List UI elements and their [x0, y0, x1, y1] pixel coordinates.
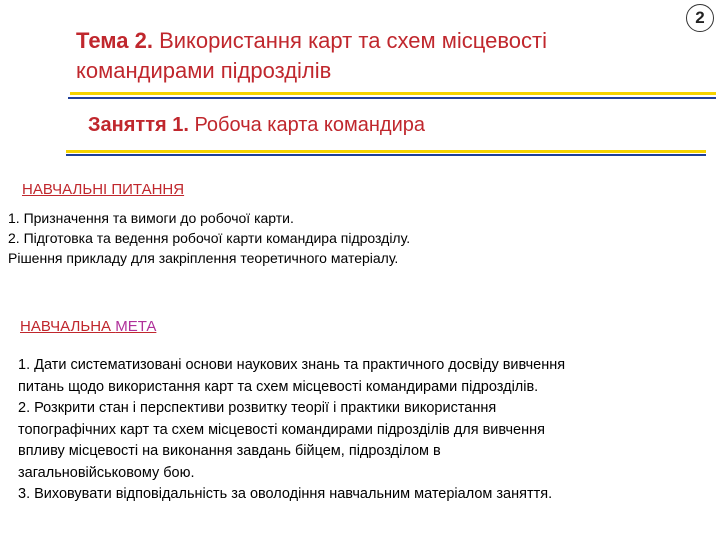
questions-heading: НАВЧАЛЬНІ ПИТАННЯ [22, 181, 185, 198]
goal-heading-part2: МЕТА [115, 318, 157, 335]
title-text: Використання карт та схем місцевості командирами підрозділів [76, 28, 548, 83]
goal-line: 2. Розкрити стан і перспективи розвитку теорії і практики використання [18, 400, 497, 416]
goal-line: впливу місцевості на виконання завдань бійцем, підрозділом в [18, 443, 441, 459]
question-item: Рішення прикладу для закріплення теоретичного матеріалу. [8, 250, 399, 266]
slide-title [76, 26, 636, 86]
subtitle-prefix: Заняття 1. [88, 114, 189, 136]
goal-text [18, 355, 708, 506]
goal-heading [20, 318, 156, 335]
title-rule-yellow [70, 92, 716, 95]
goal-line: загальновійськовому бою. [18, 464, 195, 481]
subtitle-rule-yellow [66, 150, 706, 153]
subtitle-text: Робоча карта командира [194, 114, 426, 136]
goal-line: топографічних карт та схем місцевості командирами підрозділів для вивчення [18, 421, 545, 438]
slide-number: 2 [695, 8, 705, 27]
title-rule-blue [68, 97, 716, 99]
question-item: 2. Підготовка та ведення робочої карти командира підрозділу. [8, 230, 411, 246]
goal-line: 1. Дати систематизовані основи наукових знань та практичного досвіду вивчення [18, 357, 566, 373]
lesson-subtitle [88, 114, 425, 137]
subtitle-rule-blue [66, 154, 706, 156]
question-item: 1. Призначення та вимоги до робочої карти. [8, 210, 294, 226]
slide-number-badge [686, 4, 714, 32]
title-prefix: Тема 2. [76, 28, 153, 53]
goal-line: 3. Виховувати відповідальність за оволодіння навчальним матеріалом заняття. [18, 486, 553, 502]
questions-list [8, 208, 410, 268]
goal-heading-part1: НАВЧАЛЬНА [20, 318, 116, 335]
goal-line: питань щодо використання карт та схем місцевості командирами підрозділів. [18, 378, 539, 395]
